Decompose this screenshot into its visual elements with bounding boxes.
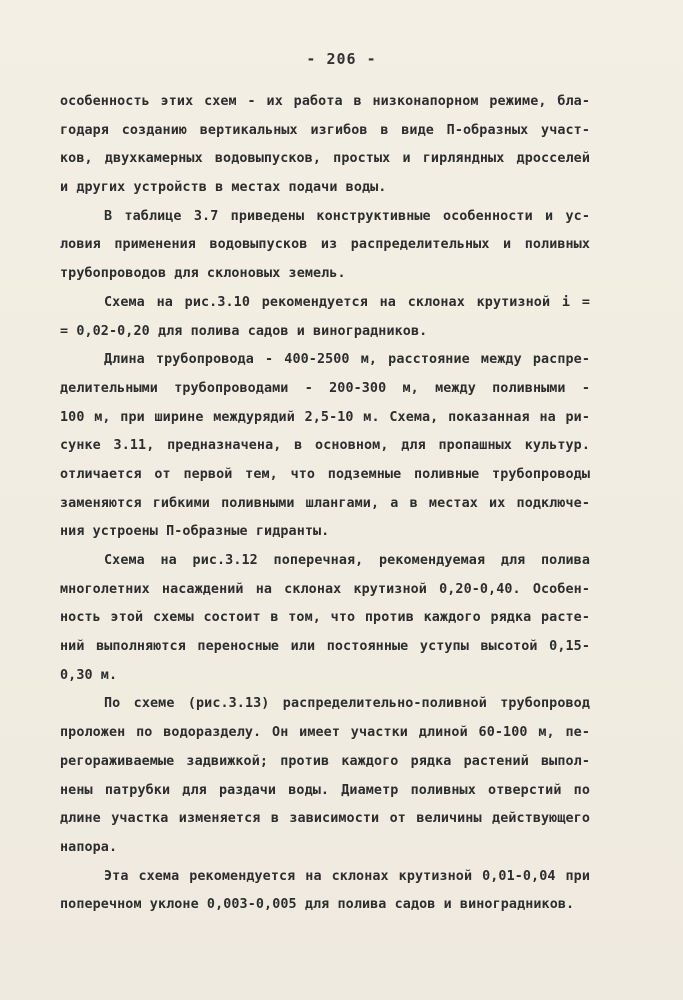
text-line: В таблице 3.7 приведены конструктивные особенности и ус- [104, 208, 590, 224]
text-line: ний выполняются переносные или постоянные уступы высотой 0,15- [60, 639, 590, 655]
text-line: По схеме (рис.3.13) распределительно-поливной трубопровод [104, 696, 590, 712]
text-line: Схема на рис.3.12 поперечная, рекомендуемая для полива [104, 553, 590, 568]
page-number: - 206 - [306, 50, 377, 68]
text-line: = 0,02-0,20 для полива садов и виноградников. [60, 323, 428, 339]
text-line: и других устройств в местах подачи воды. [60, 180, 387, 196]
text-line: трубопроводов для склоновых земель. [60, 266, 346, 282]
text-line: нены патрубки для раздачи воды. Диаметр поливных отверстий по [60, 782, 590, 798]
text-line: ность этой схемы состоит в том, что против каждого рядка расте- [60, 610, 590, 626]
text-line: Эта схема рекомендуется на склонах крутизной 0,01-0,04 при [104, 868, 590, 884]
text-line: сунке 3.11, предназначена, в основном, для пропашных культур. [60, 438, 590, 454]
text-line: особенность этих схем - их работа в низконапорном режиме, бла- [60, 94, 590, 109]
text-line: многолетних насаждений на склонах крутизной 0,20-0,40. Особен- [60, 581, 590, 597]
text-line: ния устроены П-образные гидранты. [60, 524, 330, 540]
text-line: заменяются гибкими поливными шлангами, а в местах их подключе- [60, 495, 590, 511]
text-line: регораживаемые задвижкой; против каждого рядка растений выпол- [60, 753, 590, 769]
text-line: годаря созданию вертикальных изгибов в виде П-образных участ- [60, 122, 590, 138]
text-line: Схема на рис.3.10 рекомендуется на склонах крутизной i = [104, 294, 590, 310]
text-line: поперечном уклоне 0,003-0,005 для полива садов и виноградников. [60, 897, 575, 913]
text-line: делительными трубопроводами - 200-300 м, между поливными - [60, 380, 590, 396]
text-line: 0,30 м. [60, 667, 118, 683]
text-line: отличается от первой тем, что подземные поливные трубопроводы [60, 466, 590, 482]
text-line: длине участка изменяется в зависимости от величины действующего [60, 811, 590, 827]
text-line: напора. [60, 839, 118, 855]
text-line: Длина трубопровода - 400-2500 м, расстояние между распре- [104, 352, 590, 368]
text-line: ловия применения водовыпусков из распределительных и поливных [60, 237, 590, 253]
text-line: 100 м, при ширине междурядий 2,5-10 м. Схема, показанная на ри- [60, 409, 590, 425]
text-line: проложен по водоразделу. Он имеет участки длиной 60-100 м, пе- [60, 725, 590, 741]
body-text [60, 88, 590, 920]
text-line: ков, двухкамерных водовыпусков, простых и гирляндных дросселей [60, 151, 590, 167]
